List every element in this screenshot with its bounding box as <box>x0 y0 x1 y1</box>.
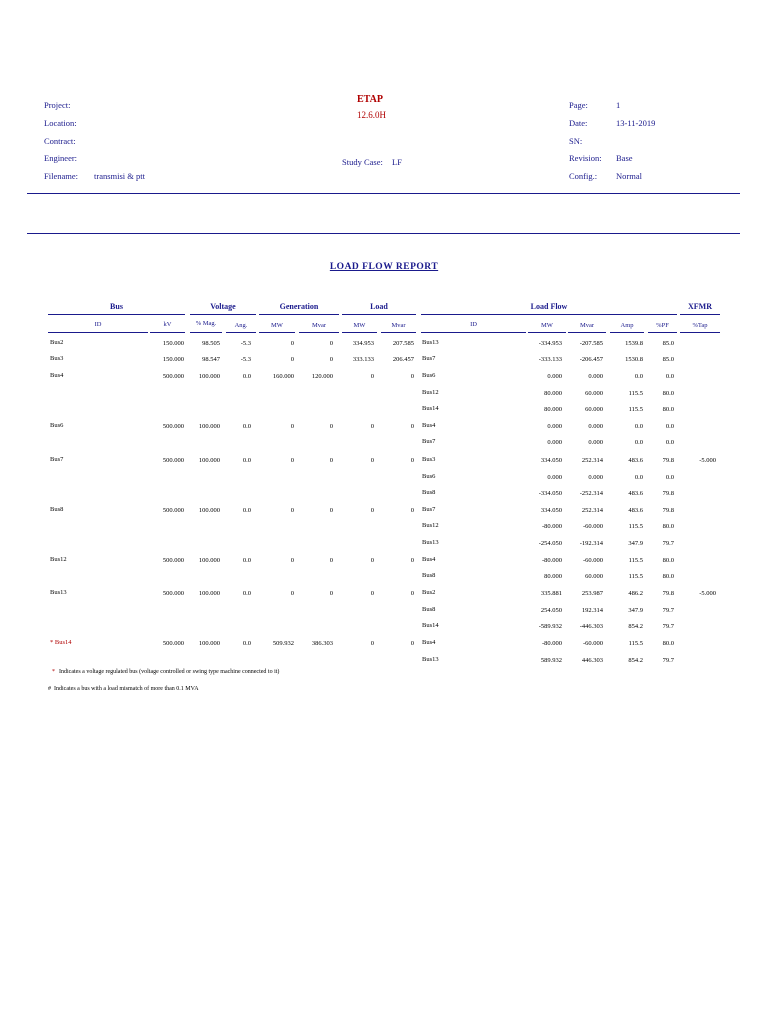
cell-kv: 500.000 <box>162 590 184 597</box>
cell-lf-mw: 334.050 <box>540 457 562 464</box>
cell-gen-mvar: 0 <box>329 590 333 597</box>
cell-amp: 347.9 <box>628 607 643 614</box>
cell-lf-mw: -334.953 <box>538 340 562 347</box>
cell-ang: 0.0 <box>242 557 251 564</box>
cell-lf-mvar: 0.000 <box>588 373 603 380</box>
cell-mag: 98.505 <box>202 340 220 347</box>
cell-lf-id: Bus14 <box>422 405 439 412</box>
group-underline-voltage <box>190 314 256 315</box>
col-header-bus-id: ID <box>94 321 102 328</box>
header-label: Engineer: <box>44 153 78 163</box>
cell-lf-mw: 334.050 <box>540 507 562 514</box>
cell-pf: 80.0 <box>662 557 674 564</box>
cell-lf-mw: -334.050 <box>538 490 562 497</box>
cell-pf: 85.0 <box>662 356 674 363</box>
filename-value: transmisi & ptt <box>94 171 145 181</box>
cell-load-mvar: 206.457 <box>392 356 414 363</box>
col-header-gen-mvar: Mvar <box>311 322 327 329</box>
header-label: Contract: <box>44 136 76 146</box>
cell-kv: 150.000 <box>162 340 184 347</box>
cell-lf-id: Bus4 <box>422 556 436 563</box>
cell-bus-id: Bus7 <box>50 456 64 463</box>
sub-underline <box>610 332 644 333</box>
note-load-mismatch <box>48 686 199 692</box>
col-header-lf-mw: MW <box>541 322 553 329</box>
group-underline-load <box>342 314 416 315</box>
cell-lf-mw: -80.000 <box>541 523 562 530</box>
cell-amp: 115.5 <box>628 406 643 413</box>
group-header-xfmr: XFMR <box>688 302 712 311</box>
cell-load-mvar: 0 <box>410 457 414 464</box>
cell-lf-id: Bus8 <box>422 572 436 579</box>
col-header-gen-mw: MW <box>271 322 283 329</box>
cell-pf: 80.0 <box>662 406 674 413</box>
col-header-lf-id: ID <box>470 321 477 328</box>
cell-bus-id: Bus4 <box>50 372 64 379</box>
col-header-mag: % Mag. <box>195 320 217 327</box>
cell-load-mw: 334.953 <box>352 340 374 347</box>
cell-amp: 115.5 <box>628 573 643 580</box>
cell-pf: 0.0 <box>665 474 674 481</box>
cell-lf-mvar: -446.303 <box>579 623 603 630</box>
cell-kv: 500.000 <box>162 373 184 380</box>
group-header-load: Load <box>370 302 388 311</box>
cell-amp: 115.5 <box>628 640 643 647</box>
cell-kv: 500.000 <box>162 507 184 514</box>
cell-gen-mvar: 386.303 <box>311 640 333 647</box>
cell-gen-mvar: 0 <box>329 356 333 363</box>
group-header-load-flow: Load Flow <box>530 302 568 311</box>
cell-lf-mvar: -60.000 <box>582 557 603 564</box>
header-label: Filename: <box>44 171 78 181</box>
cell-lf-id: Bus8 <box>422 489 436 496</box>
cell-load-mvar: 0 <box>410 557 414 564</box>
group-header-bus: Bus <box>110 302 123 311</box>
program-title: ETAP <box>357 94 383 105</box>
group-underline-generation <box>259 314 339 315</box>
cell-lf-mvar: 253.987 <box>581 590 603 597</box>
cell-amp: 1539.8 <box>625 340 643 347</box>
cell-load-mvar: 0 <box>410 590 414 597</box>
group-header-generation: Generation <box>279 302 319 311</box>
cell-pf: 79.7 <box>662 623 674 630</box>
sub-underline <box>299 332 339 333</box>
sub-underline <box>190 332 222 333</box>
sub-underline <box>342 332 377 333</box>
cell-bus-id: * Bus14 <box>50 639 72 646</box>
cell-lf-mvar: -252.314 <box>579 490 603 497</box>
cell-lf-mvar: 0.000 <box>588 474 603 481</box>
cell-load-mw: 0 <box>370 557 374 564</box>
cell-load-mw: 0 <box>370 373 374 380</box>
cell-lf-mvar: 0.000 <box>588 423 603 430</box>
group-underline-bus <box>48 314 185 315</box>
cell-lf-id: Bus4 <box>422 422 436 429</box>
cell-ang: -5.3 <box>240 356 251 363</box>
cell-load-mvar: 207.585 <box>392 340 414 347</box>
cell-load-mw: 0 <box>370 457 374 464</box>
sub-underline <box>381 332 416 333</box>
note-marker: # <box>48 686 51 692</box>
cell-mag: 100.000 <box>198 373 220 380</box>
group-underline-xfmr <box>680 314 720 315</box>
cell-mag: 100.000 <box>198 640 220 647</box>
study-case-value: LF <box>392 157 402 167</box>
cell-lf-id: Bus6 <box>422 473 436 480</box>
cell-mag: 98.547 <box>202 356 220 363</box>
cell-lf-mw: -80.000 <box>541 640 562 647</box>
cell-lf-id: Bus14 <box>422 622 439 629</box>
cell-load-mw: 0 <box>370 423 374 430</box>
note-voltage-regulated <box>52 669 279 675</box>
cell-lf-id: Bus7 <box>422 438 436 445</box>
cell-pf: 80.0 <box>662 573 674 580</box>
cell-gen-mw: 0 <box>290 423 294 430</box>
cell-lf-id: Bus7 <box>422 506 436 513</box>
cell-pf: 80.0 <box>662 523 674 530</box>
cell-gen-mw: 0 <box>290 507 294 514</box>
header-value: 1 <box>616 100 621 110</box>
sub-underline <box>528 332 566 333</box>
cell-load-mvar: 0 <box>410 423 414 430</box>
cell-lf-mvar: 60.000 <box>585 390 603 397</box>
sub-underline <box>48 332 148 333</box>
cell-load-mw: 0 <box>370 590 374 597</box>
cell-amp: 483.6 <box>628 457 643 464</box>
cell-bus-id: Bus12 <box>50 556 67 563</box>
cell-amp: 115.5 <box>628 523 643 530</box>
cell-lf-mvar: -60.000 <box>582 640 603 647</box>
cell-lf-mw: 0.000 <box>547 474 562 481</box>
cell-gen-mvar: 0 <box>329 340 333 347</box>
note-marker: * <box>52 669 55 675</box>
cell-mag: 100.000 <box>198 590 220 597</box>
cell-bus-id: Bus2 <box>50 339 64 346</box>
report-title: LOAD FLOW REPORT <box>329 262 439 272</box>
cell-lf-mvar: 446.303 <box>581 657 603 664</box>
cell-lf-id: Bus13 <box>422 656 439 663</box>
cell-amp: 115.5 <box>628 390 643 397</box>
cell-tap: -5.000 <box>699 457 716 464</box>
cell-lf-id: Bus12 <box>422 389 439 396</box>
header-divider-bottom <box>27 233 740 234</box>
cell-amp: 0.0 <box>634 474 643 481</box>
cell-kv: 150.000 <box>162 356 184 363</box>
cell-lf-mvar: 252.314 <box>581 507 603 514</box>
program-version: 12.6.0H <box>357 110 386 120</box>
cell-pf: 0.0 <box>665 373 674 380</box>
cell-lf-id: Bus4 <box>422 639 436 646</box>
cell-ang: 0.0 <box>242 457 251 464</box>
cell-load-mvar: 0 <box>410 507 414 514</box>
cell-gen-mvar: 120.000 <box>311 373 333 380</box>
note-text: Indicates a bus with a load mismatch of more than 0.1 MVA <box>54 686 199 692</box>
cell-lf-id: Bus8 <box>422 606 436 613</box>
cell-mag: 100.000 <box>198 457 220 464</box>
cell-lf-mw: -254.050 <box>538 540 562 547</box>
cell-lf-mw: 589.932 <box>540 657 562 664</box>
header-label: Date: <box>569 118 588 128</box>
cell-lf-mvar: -206.457 <box>579 356 603 363</box>
cell-ang: 0.0 <box>242 590 251 597</box>
cell-gen-mvar: 0 <box>329 557 333 564</box>
cell-gen-mw: 0 <box>290 340 294 347</box>
cell-load-mw: 0 <box>370 507 374 514</box>
cell-bus-id: Bus8 <box>50 506 64 513</box>
col-header-load-mvar: Mvar <box>391 322 406 329</box>
col-header-lf-mvar: Mvar <box>579 322 595 329</box>
cell-gen-mvar: 0 <box>329 457 333 464</box>
header-label: Revision: <box>569 153 602 163</box>
cell-lf-mvar: 252.314 <box>581 457 603 464</box>
cell-ang: 0.0 <box>242 640 251 647</box>
cell-bus-id: Bus6 <box>50 422 64 429</box>
cell-pf: 79.8 <box>662 507 674 514</box>
cell-mag: 100.000 <box>198 423 220 430</box>
cell-lf-mvar: 0.000 <box>588 439 603 446</box>
cell-amp: 347.9 <box>628 540 643 547</box>
cell-gen-mw: 0 <box>290 457 294 464</box>
cell-lf-mw: 0.000 <box>547 373 562 380</box>
cell-lf-id: Bus7 <box>422 355 436 362</box>
cell-ang: -5.3 <box>240 340 251 347</box>
cell-pf: 79.8 <box>662 457 674 464</box>
cell-lf-id: Bus13 <box>422 339 439 346</box>
cell-pf: 0.0 <box>665 439 674 446</box>
cell-gen-mw: 0 <box>290 590 294 597</box>
cell-lf-id: Bus2 <box>422 589 436 596</box>
cell-lf-id: Bus13 <box>422 539 439 546</box>
cell-pf: 79.8 <box>662 490 674 497</box>
cell-mag: 100.000 <box>198 557 220 564</box>
cell-lf-mvar: 192.314 <box>581 607 603 614</box>
cell-kv: 500.000 <box>162 640 184 647</box>
cell-kv: 500.000 <box>162 557 184 564</box>
cell-lf-id: Bus12 <box>422 522 439 529</box>
header-value: 13-11-2019 <box>616 118 656 128</box>
cell-lf-mw: 80.000 <box>544 390 562 397</box>
cell-amp: 854.2 <box>628 657 643 664</box>
cell-lf-mvar: -192.314 <box>579 540 603 547</box>
sub-underline <box>568 332 606 333</box>
cell-pf: 85.0 <box>662 340 674 347</box>
cell-gen-mvar: 0 <box>329 423 333 430</box>
cell-kv: 500.000 <box>162 423 184 430</box>
cell-mag: 100.000 <box>198 507 220 514</box>
sub-underline <box>648 332 677 333</box>
cell-amp: 854.2 <box>628 623 643 630</box>
col-header-tap: %Tap <box>692 322 708 329</box>
col-header-ang: Ang. <box>234 322 248 329</box>
header-value: Base <box>616 153 633 163</box>
group-header-voltage: Voltage <box>210 302 236 311</box>
cell-lf-mw: -333.133 <box>538 356 562 363</box>
header-label: Location: <box>44 118 77 128</box>
cell-lf-mw: 335.881 <box>540 590 562 597</box>
cell-amp: 0.0 <box>634 439 643 446</box>
cell-gen-mw: 0 <box>290 356 294 363</box>
cell-tap: -5.000 <box>699 590 716 597</box>
cell-load-mw: 0 <box>370 640 374 647</box>
cell-ang: 0.0 <box>242 507 251 514</box>
cell-amp: 486.2 <box>628 590 643 597</box>
col-header-pf: %PF <box>656 322 669 329</box>
header-label: Project: <box>44 100 71 110</box>
cell-gen-mvar: 0 <box>329 507 333 514</box>
sub-underline <box>680 332 720 333</box>
cell-load-mvar: 0 <box>410 640 414 647</box>
cell-pf: 80.0 <box>662 640 674 647</box>
cell-lf-mvar: -207.585 <box>579 340 603 347</box>
sub-underline <box>421 332 526 333</box>
header-value: Normal <box>616 171 642 181</box>
col-header-amp: Amp <box>620 322 634 329</box>
header-label: SN: <box>569 136 583 146</box>
cell-lf-mw: 0.000 <box>547 423 562 430</box>
col-header-load-mw: MW <box>353 322 366 329</box>
cell-lf-mw: 254.050 <box>540 607 562 614</box>
cell-lf-mw: 80.000 <box>544 573 562 580</box>
group-underline-load-flow <box>421 314 677 315</box>
cell-ang: 0.0 <box>242 423 251 430</box>
cell-pf: 79.7 <box>662 657 674 664</box>
cell-amp: 0.0 <box>634 423 643 430</box>
cell-kv: 500.000 <box>162 457 184 464</box>
sub-underline <box>150 332 185 333</box>
study-case-label: Study Case: <box>342 157 383 167</box>
cell-bus-id: Bus3 <box>50 355 64 362</box>
cell-amp: 483.6 <box>628 490 643 497</box>
cell-gen-mw: 0 <box>290 557 294 564</box>
sub-underline <box>259 332 295 333</box>
cell-lf-mvar: -60.000 <box>582 523 603 530</box>
cell-gen-mw: 509.932 <box>272 640 294 647</box>
cell-lf-id: Bus6 <box>422 372 436 379</box>
cell-amp: 483.6 <box>628 507 643 514</box>
cell-amp: 1530.8 <box>625 356 643 363</box>
cell-lf-mw: -80.000 <box>541 557 562 564</box>
cell-ang: 0.0 <box>242 373 251 380</box>
header-label: Config.: <box>569 171 598 181</box>
cell-pf: 79.8 <box>662 590 674 597</box>
col-header-kv: kV <box>163 321 172 328</box>
note-text: Indicates a voltage regulated bus (voltage controlled or swing type machine connected to it) <box>59 669 280 675</box>
cell-lf-mw: 80.000 <box>544 406 562 413</box>
cell-pf: 79.7 <box>662 607 674 614</box>
cell-lf-mw: 0.000 <box>547 439 562 446</box>
cell-lf-mvar: 60.000 <box>585 573 603 580</box>
cell-load-mvar: 0 <box>410 373 414 380</box>
header-label: Page: <box>569 100 588 110</box>
cell-lf-id: Bus3 <box>422 456 436 463</box>
header-divider-top <box>27 193 740 194</box>
cell-pf: 79.7 <box>662 540 674 547</box>
cell-lf-mw: -589.932 <box>538 623 562 630</box>
cell-gen-mw: 160.000 <box>272 373 294 380</box>
cell-amp: 115.5 <box>628 557 643 564</box>
cell-bus-id: Bus13 <box>50 589 67 596</box>
cell-lf-mvar: 60.000 <box>585 406 603 413</box>
cell-amp: 0.0 <box>634 373 643 380</box>
cell-load-mw: 333.133 <box>352 356 374 363</box>
cell-pf: 0.0 <box>665 423 674 430</box>
cell-pf: 80.0 <box>662 390 674 397</box>
sub-underline <box>226 332 256 333</box>
